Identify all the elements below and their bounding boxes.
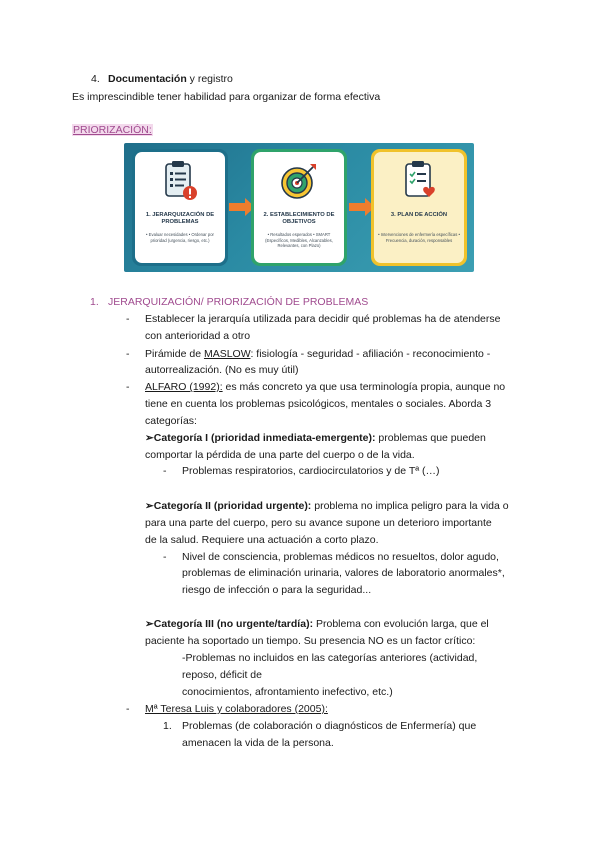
category-1-line1 <box>145 432 486 444</box>
category-3-line2: paciente ha soportado un tiempo. Su presencia NO es un factor crítico: <box>145 635 476 647</box>
maslow-pre: Pirámide de <box>145 348 204 360</box>
bullet-dash: - <box>126 381 130 393</box>
category-1-title: ➢Categoría I (prioridad inmediata-emergente): <box>145 432 376 444</box>
bullet-alfaro-line3: categorías: <box>145 415 197 427</box>
list-item-number: 4. <box>91 73 100 85</box>
list-item-title-rest: y registro <box>186 73 233 85</box>
maslow-post: : fisiología - seguridad - afiliación - reconocimiento - <box>250 348 491 360</box>
numbered-item-line1: Problemas (de colaboración o diagnósticos de Enfermería) que <box>182 720 477 732</box>
section-heading: JERARQUIZACIÓN/ PRIORIZACIÓN DE PROBLEMAS <box>108 296 369 308</box>
category-3-example-line1: -Problemas no incluidos en las categorías anteriores (actividad, <box>182 652 478 664</box>
category-2-rest: problema no implica peligro para la vida o <box>311 500 509 512</box>
category-3-rest: Problema con evolución larga, que el <box>313 618 489 630</box>
sub-bullet-dash: - <box>163 465 167 477</box>
card-objectives-desc: • Resultados esperados • SMART (Específicos, Medibles, Alcanzables, Relevantes, con Plazo) <box>265 232 333 249</box>
card-action-plan-desc: • Intervenciones de enfermería específicas • Frecuencia, duración, responsables <box>378 232 460 243</box>
list-item-title <box>108 73 233 85</box>
clipboard-alert-icon <box>135 152 225 210</box>
section-label: PRIORIZACIÓN: <box>73 124 152 136</box>
sub-bullet-dash: - <box>163 551 167 563</box>
bullet-luis-link: Mª Teresa Luis y colaboradores (2005): <box>145 703 328 715</box>
category-1-rest: problemas que pueden <box>375 432 486 444</box>
card-hierarchy-title: 1. JERARQUIZACIÓN DE PROBLEMAS <box>145 212 215 225</box>
bullet-dash: - <box>126 313 130 325</box>
bullet-alfaro-line2: tiene en cuenta los problemas psicológicos, mentales o sociales. Aborda 3 <box>145 398 492 410</box>
list-item-title-bold: Documentación <box>108 73 187 85</box>
bullet-dash: - <box>126 348 130 360</box>
bullet-maslow-line2: autorrealización. (No es muy útil) <box>145 364 299 376</box>
bullet-alfaro-line1 <box>145 381 505 393</box>
category-3-title: ➢Categoría III (no urgente/tardía): <box>145 618 314 630</box>
prioritization-infographic <box>124 143 474 272</box>
section-heading-number: 1. <box>90 296 99 308</box>
bullet-dash: - <box>126 703 130 715</box>
target-icon <box>254 152 344 210</box>
category-3-example-line2: reposo, déficit de <box>182 669 262 681</box>
category-2-title: ➢Categoría II (prioridad urgente): <box>145 500 312 512</box>
alfaro-post: es más concreto ya que usa terminología propia, aunque no <box>222 381 506 393</box>
category-2-line2: para una parte del cuerpo, pero su avance supone un deterioro importante <box>145 517 492 529</box>
category-1-example: Problemas respiratorios, cardiocirculatorios y de Tª (…) <box>182 465 440 477</box>
category-2-example-line3: riesgo de infección o para la seguridad... <box>182 584 372 596</box>
card-action-plan-title: 3. PLAN DE ACCIÓN <box>390 212 448 218</box>
bullet-maslow-line1 <box>145 348 490 360</box>
category-2-line1 <box>145 500 509 512</box>
card-hierarchy <box>132 149 228 266</box>
card-hierarchy-desc: • Evaluar necesidades • Ordenar por prioridad (urgencia, riesgo, etc.) <box>146 232 214 243</box>
category-3-example-line3: conocimientos, afrontamiento inefectivo, etc.) <box>182 686 393 698</box>
category-2-example-line1: Nivel de consciencia, problemas médicos no resueltos, dolor agudo, <box>182 551 499 563</box>
bullet-hierarchy-line2: con anterioridad a otro <box>145 330 251 342</box>
card-action-plan <box>371 149 467 266</box>
card-objectives-title: 2. ESTABLECIMIENTO DE OBJETIVOS <box>263 212 335 225</box>
maslow-link: MASLOW <box>203 348 251 360</box>
bullet-hierarchy-line1: Establecer la jerarquía utilizada para decidir qué problemas ha de atenderse <box>145 313 501 325</box>
category-2-line3: de la salud. Requiere una actuación a corto plazo. <box>145 534 379 546</box>
category-2-example-line2: problemas de eliminación urinaria, valores de laboratorio anormales*, <box>182 567 505 579</box>
category-3-line1 <box>145 618 489 630</box>
numbered-item-number: 1. <box>163 720 172 732</box>
alfaro-link: ALFARO (1992): <box>145 381 223 393</box>
numbered-item-line2: amenacen la vida de la persona. <box>182 737 334 749</box>
intro-paragraph: Es imprescindible tener habilidad para organizar de forma efectiva <box>72 91 381 103</box>
clipboard-heart-icon <box>374 152 464 210</box>
card-objectives <box>251 149 347 266</box>
category-1-line2: comportar la pérdida de una parte del cuerpo o de la vida. <box>145 449 415 461</box>
